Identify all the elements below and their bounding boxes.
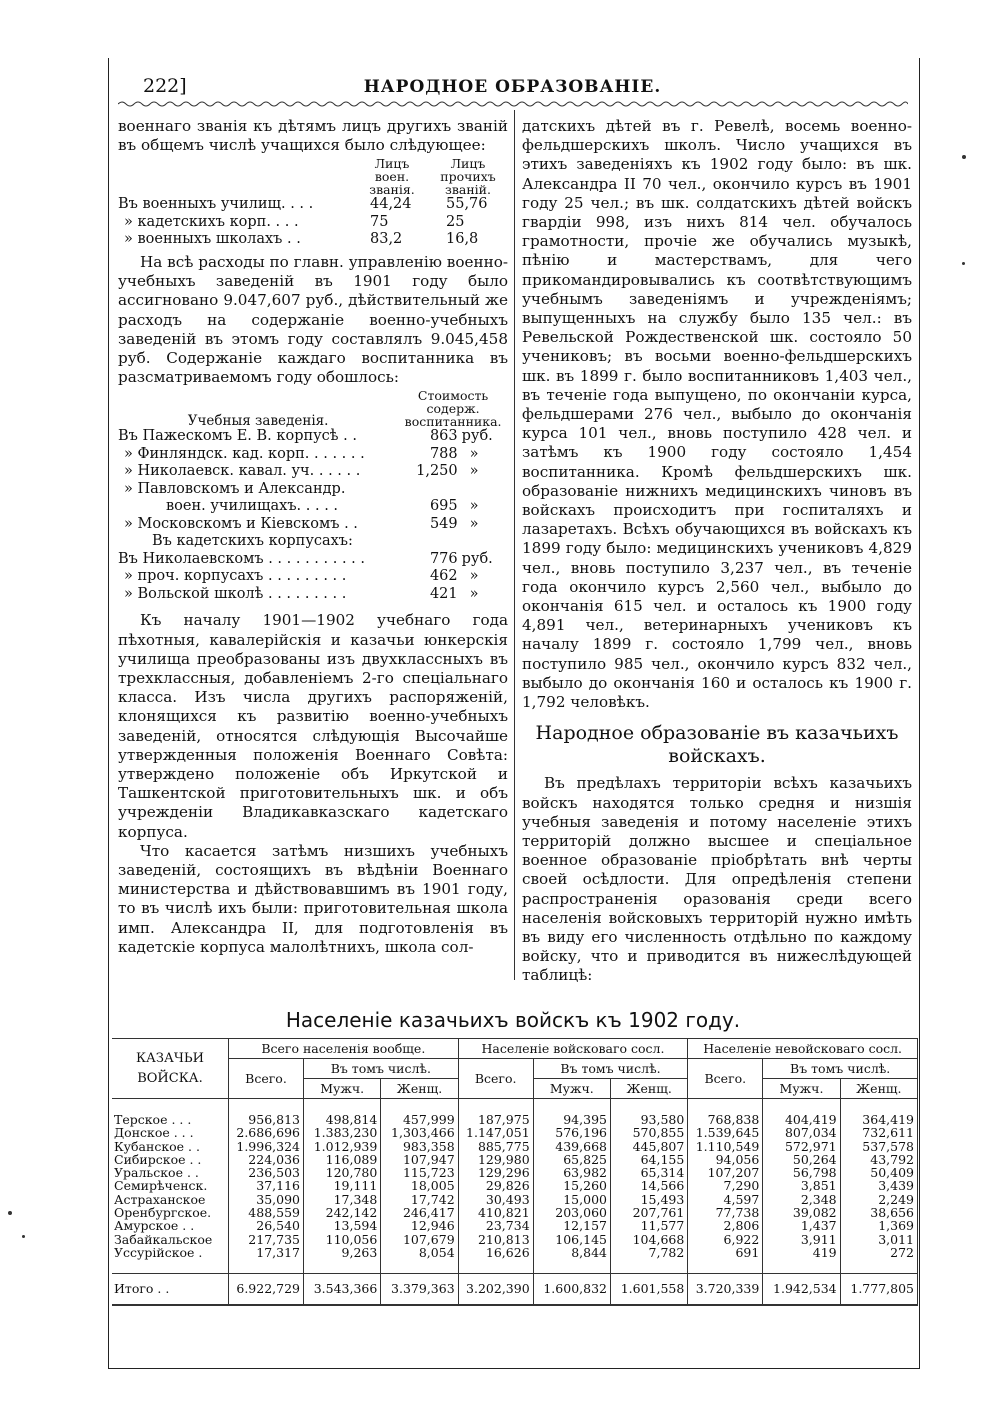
cost-label: » Финляндск. кад. корп. . . . . . . <box>124 445 365 462</box>
number-cell: 107,207 <box>688 1166 763 1179</box>
number-cell: 39,082 <box>763 1206 840 1219</box>
cost-unit: » <box>469 498 479 515</box>
number-cell: 14,566 <box>610 1179 687 1192</box>
number-cell: 1.777,805 <box>840 1274 917 1305</box>
table-row <box>118 533 508 551</box>
cost-table <box>118 389 508 603</box>
number-cell: 807,034 <box>763 1126 840 1139</box>
number-cell: 1.942,534 <box>763 1274 840 1305</box>
number-cell: 1.110,549 <box>688 1140 763 1153</box>
cost-unit: » <box>469 463 479 480</box>
number-cell: 120,780 <box>304 1166 381 1179</box>
table-row <box>118 586 508 604</box>
army-name-cell: Уссурійское . <box>112 1246 229 1259</box>
number-cell: 12,946 <box>381 1219 458 1232</box>
number-cell: 242,142 <box>304 1206 381 1219</box>
number-cell: 6.922,729 <box>229 1274 304 1305</box>
number-cell: 107,947 <box>381 1153 458 1166</box>
number-cell: 1.600,832 <box>533 1274 610 1305</box>
number-cell: 404,419 <box>763 1113 840 1126</box>
number-cell: 94,395 <box>533 1113 610 1126</box>
number-cell: 110,056 <box>304 1233 381 1246</box>
number-cell: 50,409 <box>840 1166 917 1179</box>
table-title: Населеніе казачьихъ войскъ къ 1902 году. <box>285 1008 741 1032</box>
female-header: Женщ. <box>840 1079 917 1099</box>
group-header-military: Населеніе войсковаго сосл. <box>458 1039 688 1059</box>
table-row <box>112 1166 918 1179</box>
table-row <box>112 1113 918 1126</box>
group-header-civil: Населеніе невойсковаго сосл. <box>688 1039 918 1059</box>
table-row <box>118 446 508 464</box>
cost-unit: руб. <box>461 550 493 567</box>
mini-row-label: » кадетскихъ корп. . . . <box>124 213 299 230</box>
number-cell: 691 <box>688 1246 763 1259</box>
number-cell: 129,980 <box>458 1153 533 1166</box>
table-row <box>112 1179 918 1192</box>
number-cell: 1.601,558 <box>610 1274 687 1305</box>
number-cell: 129,296 <box>458 1166 533 1179</box>
table-row <box>112 1126 918 1139</box>
number-cell: 9,263 <box>304 1246 381 1259</box>
number-cell: 498,814 <box>304 1113 381 1126</box>
cost-value: 695 <box>429 498 458 515</box>
spacer-row <box>112 1259 918 1274</box>
number-cell: 13,594 <box>304 1219 381 1232</box>
number-cell: 6,922 <box>688 1233 763 1246</box>
number-cell: 3,011 <box>840 1233 917 1246</box>
cost-unit: руб. <box>461 428 493 445</box>
male-header: Мужч. <box>304 1079 381 1099</box>
number-cell: 272 <box>840 1246 917 1259</box>
number-cell: 65,825 <box>533 1153 610 1166</box>
male-header: Мужч. <box>533 1079 610 1099</box>
mini-row-value: 44,24 <box>370 196 412 213</box>
number-cell: 576,196 <box>533 1126 610 1139</box>
mini-row-label: Въ военныхъ училищ. . . . <box>118 196 314 213</box>
table-row <box>118 231 508 249</box>
number-cell: 210,813 <box>458 1233 533 1246</box>
number-cell: 7,782 <box>610 1246 687 1259</box>
number-cell: 65,314 <box>610 1166 687 1179</box>
right-paragraph-1: датскихъ дѣтей въ г. Ревелѣ, восемь военно-фельдшерскихъ школъ. Число учащихся въ этихъ заведеніяхъ къ 1902 году было: въ шк. Александра II 70 чел., окончило курсъ въ 1901 году 25 чел.; въ шк. солдатскихъ дѣтей войскъ гвардіи 998, изъ нихъ 814 чел. обучалось грамотности, прочіе же обучались музыкѣ, пѣнію и мастерствамъ, для чего прикомандировывались къ соотвѣтствующимъ учебнымъ заведеніямъ и учрежденіямъ; выпущенныхъ на службу было 135 чел.: въ Ревельской Рождественской шк. состояло 50 учениковъ; въ восьми военно-фельдшерскихъ шк. въ 1899 г. было воспитанниковъ 1,403 чел., въ теченіе года выпущено, по окончаніи курса, фельдшерами 276 чел., выбыло до окончанія курса 101 чел., вновь поступило 428 чел. и затѣмъ къ 1900 году состояло 1,454 воспитанника. Кромѣ фельдшерскихъ шк. образованіе нижнихъ медицинскихъ чиновъ въ войскахъ происходитъ при госпиталяхъ и лазаретахъ. Всѣхъ обучающихся въ войскахъ къ 1899 году было: медицинскихъ учениковъ 4,829 чел., вновь поступило 3,237 чел., въ теченіе года окончило курсъ 2,560 чел., выбыло до окончанія 615 чел. и осталось къ 1900 году 4,891 чел., ветеринарныхъ учениковъ къ началу 1899 г. состояло 1,799 чел., вновь поступило 985 чел., окончило курсъ 832 чел., выбыло до окончанія 160 и осталось къ 1900 г. 1,792 человѣкъ. <box>522 117 912 712</box>
table-row <box>112 1219 918 1232</box>
left-paragraph-3: Къ началу 1901—1902 учебнаго года пѣхотныя, кавалерійскія и казачьи юнкерскія училища преобразованы изъ двухклассныхъ въ трехклассныя, добавленіемъ 2-го спеціальнаго класса. Изъ числа другихъ распоряженій, клонящихся къ развитію военно-учебныхъ заведеній, относятся слѣдующія Высочайше утвержденныя положенія Военнаго Совѣта: утверждено положеніе объ Иркутской и Ташкентской приготовительныхъ шк. и объ учрежденіи Владикавказскаго кадетскаго корпуса. <box>118 611 508 841</box>
number-cell: 16,626 <box>458 1246 533 1259</box>
number-cell: 2,806 <box>688 1219 763 1232</box>
number-cell: 107,679 <box>381 1233 458 1246</box>
cost-value <box>398 533 457 551</box>
number-cell: 38,656 <box>840 1206 917 1219</box>
army-name-cell: Уральское . . <box>112 1166 229 1179</box>
cost-value: 788 <box>429 445 458 462</box>
army-name-cell: Сибирское . . <box>112 1153 229 1166</box>
page-number: 222] <box>143 75 187 97</box>
army-name-cell: Оренбургское. <box>112 1206 229 1219</box>
number-cell: 56,798 <box>763 1166 840 1179</box>
total-header: Всего. <box>688 1059 763 1099</box>
number-cell: 1.383,230 <box>304 1126 381 1139</box>
number-cell: 457,999 <box>381 1113 458 1126</box>
number-cell: 246,417 <box>381 1206 458 1219</box>
number-cell: 3.720,339 <box>688 1274 763 1305</box>
army-name-cell: Терское . . . <box>112 1113 229 1126</box>
cost-value: 1,250 <box>416 463 458 480</box>
group-header-all: Всего населенія вообще. <box>229 1039 459 1059</box>
number-cell: 1.996,324 <box>229 1140 304 1153</box>
number-cell: 8,054 <box>381 1246 458 1259</box>
table-row <box>118 516 508 534</box>
cost-value: 863 <box>429 428 458 445</box>
cost-value: 421 <box>429 585 458 602</box>
number-cell: 93,580 <box>610 1113 687 1126</box>
number-cell: 439,668 <box>533 1140 610 1153</box>
cost-value <box>398 481 457 499</box>
page-title: НАРОДНОЕ ОБРАЗОВАНІЕ. <box>363 77 662 97</box>
number-cell: 217,735 <box>229 1233 304 1246</box>
number-cell: 15,260 <box>533 1179 610 1192</box>
army-name-cell: Кубанское . . <box>112 1140 229 1153</box>
print-speck <box>22 1235 25 1238</box>
mini-row-label: » военныхъ школахъ . . <box>124 231 301 248</box>
cost-label: воен. училищахъ. . . . . <box>166 498 339 515</box>
table-row <box>118 196 508 214</box>
mini-row-value: 16,8 <box>446 231 479 248</box>
left-paragraph-4: Что касается затѣмъ низшихъ учебныхъ заведеній, состоящихъ въ вѣдѣніи Военнаго министерства и дѣйствовавшимъ въ 1901 году, то въ числѣ ихъ были: приготовительная школа имп. Александра II, для подготовленія въ кадетскіе корпуса малолѣтнихъ, школа сол- <box>118 841 508 956</box>
number-cell: 1,369 <box>840 1219 917 1232</box>
number-cell: 3,911 <box>763 1233 840 1246</box>
table-row <box>118 498 508 516</box>
table-row <box>118 551 508 569</box>
header-ornament <box>118 100 908 108</box>
cost-label: Въ Пажескомъ Е. В. корпусѣ . . <box>118 428 357 445</box>
cossack-population-table <box>112 1038 918 1306</box>
number-cell: 15,493 <box>610 1193 687 1206</box>
cost-label: Въ Николаевскомъ . . . . . . . . . . . <box>118 550 366 567</box>
table-body <box>112 1099 918 1305</box>
number-cell: 956,813 <box>229 1113 304 1126</box>
table-row <box>118 568 508 586</box>
print-speck <box>962 155 966 159</box>
total-header: Всего. <box>229 1059 304 1099</box>
number-cell: 419 <box>763 1246 840 1259</box>
number-cell: 106,145 <box>533 1233 610 1246</box>
number-cell: 30,493 <box>458 1193 533 1206</box>
number-cell: 17,742 <box>381 1193 458 1206</box>
cost-label: » Вольской школѣ . . . . . . . . . <box>124 585 347 602</box>
number-cell: 3,851 <box>763 1179 840 1192</box>
number-cell: 8,844 <box>533 1246 610 1259</box>
number-cell: 50,264 <box>763 1153 840 1166</box>
total-row <box>112 1274 918 1305</box>
cost-label: » Московскомъ и Кіевскомъ . . <box>124 515 358 532</box>
number-cell: 3.202,390 <box>458 1274 533 1305</box>
number-cell: 17,348 <box>304 1193 381 1206</box>
number-cell: 983,358 <box>381 1140 458 1153</box>
cost-unit: » <box>469 568 479 585</box>
number-cell: 572,971 <box>763 1140 840 1153</box>
number-cell: 2.686,696 <box>229 1126 304 1139</box>
number-cell: 187,975 <box>458 1113 533 1126</box>
army-name-cell: Донское . . . <box>112 1126 229 1139</box>
mini-row-value: 55,76 <box>446 196 488 213</box>
number-cell: 19,111 <box>304 1179 381 1192</box>
number-cell: 77,738 <box>688 1206 763 1219</box>
female-header: Женщ. <box>610 1079 687 1099</box>
male-header: Мужч. <box>763 1079 840 1099</box>
number-cell: 15,000 <box>533 1193 610 1206</box>
table-row <box>118 481 508 499</box>
corner-header: КАЗАЧЬИ ВОЙСКА. <box>112 1039 229 1099</box>
number-cell: 2,249 <box>840 1193 917 1206</box>
cost-value: 549 <box>429 515 458 532</box>
table-row <box>112 1233 918 1246</box>
right-column <box>522 117 912 986</box>
mini-header-col2: Лицъ прочихъ званій. <box>440 156 496 198</box>
number-cell: 63,982 <box>533 1166 610 1179</box>
column-divider <box>514 110 515 980</box>
army-name-cell: Амурское . . <box>112 1219 229 1232</box>
cost-value: 776 <box>429 550 458 567</box>
cost-unit: » <box>469 515 479 532</box>
print-speck <box>962 262 965 265</box>
cost-label: » Николаевск. кавал. уч. . . . . . <box>124 463 361 480</box>
print-speck <box>8 1211 12 1215</box>
left-paragraph-2: На всѣ расходы по главн. управленію военно-учебныхъ заведеній въ 1901 году было ассигновано 9.047,607 руб., дѣйствительный же расходъ на содержаніе военно-учебныхъ заведеній въ этомъ году составлялъ 9.045,458 руб. Содержаніе каждаго воспитанника въ разсматриваемомъ году обошлось: <box>118 252 508 387</box>
number-cell: 37,116 <box>229 1179 304 1192</box>
number-cell: 26,540 <box>229 1219 304 1232</box>
number-cell: 3.379,363 <box>381 1274 458 1305</box>
number-cell: 732,611 <box>840 1126 917 1139</box>
table-row <box>118 428 508 446</box>
cost-unit <box>458 481 508 499</box>
cost-unit <box>458 533 508 551</box>
section-title: Народное образованіе въ казачьихъ войскахъ. <box>535 722 899 768</box>
number-cell: 23,734 <box>458 1219 533 1232</box>
number-cell: 29,826 <box>458 1179 533 1192</box>
table-row <box>112 1193 918 1206</box>
number-cell: 445,807 <box>610 1140 687 1153</box>
number-cell: 43,792 <box>840 1153 917 1166</box>
mini-row-value: 75 <box>370 213 389 230</box>
cost-unit: » <box>469 585 479 602</box>
number-cell: 488,559 <box>229 1206 304 1219</box>
number-cell: 3,439 <box>840 1179 917 1192</box>
number-cell: 64,155 <box>610 1153 687 1166</box>
officer-children-table <box>118 157 508 249</box>
table-row <box>118 214 508 232</box>
number-cell: 1.539,645 <box>688 1126 763 1139</box>
number-cell: 7,290 <box>688 1179 763 1192</box>
number-cell: 35,090 <box>229 1193 304 1206</box>
number-cell: 236,503 <box>229 1166 304 1179</box>
army-name-cell: Забайкальское <box>112 1233 229 1246</box>
number-cell: 2,348 <box>763 1193 840 1206</box>
army-name-cell: Астраханское <box>112 1193 229 1206</box>
total-header: Всего. <box>458 1059 533 1099</box>
number-cell: 115,723 <box>381 1166 458 1179</box>
number-cell: 1.147,051 <box>458 1126 533 1139</box>
cost-label: » проч. корпусахъ . . . . . . . . . <box>124 568 347 585</box>
mini-row-value: 25 <box>446 213 465 230</box>
table-row <box>118 463 508 481</box>
number-cell: 885,775 <box>458 1140 533 1153</box>
table-row <box>112 1206 918 1219</box>
number-cell: 224,036 <box>229 1153 304 1166</box>
cost-header-1: Учебныя заведенія. <box>187 413 329 430</box>
left-column <box>118 117 508 957</box>
number-cell: 207,761 <box>610 1206 687 1219</box>
mini-header-col1: Лицъ воен. званія. <box>369 156 415 198</box>
incl-header: Въ томъ числѣ. <box>763 1059 918 1079</box>
table-row <box>112 1153 918 1166</box>
table-row <box>112 1140 918 1153</box>
number-cell: 1,303,466 <box>381 1126 458 1139</box>
army-name-cell: Итого . . <box>112 1274 229 1305</box>
mini-row-value: 83,2 <box>370 231 403 248</box>
number-cell: 17,317 <box>229 1246 304 1259</box>
female-header: Женщ. <box>381 1079 458 1099</box>
incl-header: Въ томъ числѣ. <box>533 1059 688 1079</box>
left-paragraph-1: военнаго званія къ дѣтямъ лицъ другихъ званій въ общемъ числѣ учащихся было слѣдующее: <box>118 117 508 155</box>
number-cell: 1.012,939 <box>304 1140 381 1153</box>
number-cell: 18,005 <box>381 1179 458 1192</box>
cost-unit: » <box>469 445 479 462</box>
number-cell: 12,157 <box>533 1219 610 1232</box>
right-paragraph-2: Въ предѣлахъ территоріи всѣхъ казачьихъ войскъ находятся только средня и низшія учебныя заведенія и потому населеніе этихъ территорій должно высшее и спеціальное военное образованіе пріобрѣтать внѣ черты своей осѣдлости. Для опредѣленія степени распространенія оразованія среди всего населенія войсковыхъ территорій нужно имѣть въ виду его численность отдѣльно по каждому войску, что и приводится въ нижеслѣдующей таблицѣ: <box>522 774 912 985</box>
number-cell: 364,419 <box>840 1113 917 1126</box>
number-cell: 94,056 <box>688 1153 763 1166</box>
cost-label: » Павловскомъ и Александр. <box>124 480 346 497</box>
cost-subheading: Въ кадетскихъ корпусахъ: <box>152 533 353 550</box>
number-cell: 4,597 <box>688 1193 763 1206</box>
number-cell: 410,821 <box>458 1206 533 1219</box>
page-header <box>115 75 910 101</box>
table-row <box>112 1246 918 1259</box>
number-cell: 116,089 <box>304 1153 381 1166</box>
number-cell: 11,577 <box>610 1219 687 1232</box>
number-cell: 537,578 <box>840 1140 917 1153</box>
number-cell: 104,668 <box>610 1233 687 1246</box>
number-cell: 1,437 <box>763 1219 840 1232</box>
number-cell: 768,838 <box>688 1113 763 1126</box>
number-cell: 203,060 <box>533 1206 610 1219</box>
incl-header: Въ томъ числѣ. <box>304 1059 459 1079</box>
number-cell: 570,855 <box>610 1126 687 1139</box>
cost-value: 462 <box>429 568 458 585</box>
army-name-cell: Семирѣченск. <box>112 1179 229 1192</box>
number-cell: 3.543,366 <box>304 1274 381 1305</box>
cost-header-2: Стоимость содерж. воспитанника. <box>404 388 502 430</box>
